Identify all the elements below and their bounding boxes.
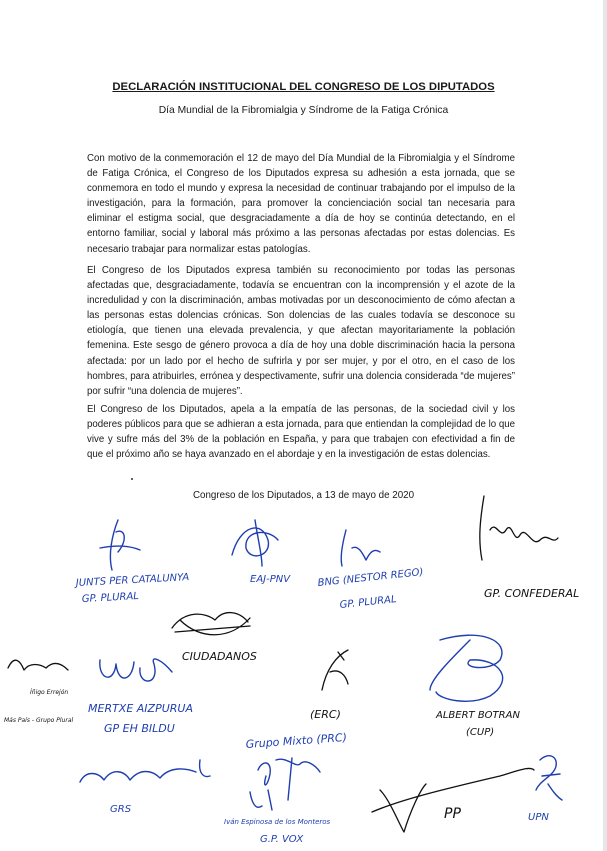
- signature-confederal-group: GP. CONFEDERAL: [484, 587, 580, 600]
- signature-eaj: [232, 520, 291, 585]
- signature-ciudadanos-scribble: [172, 613, 250, 635]
- signature-confederal-scribble: [480, 496, 558, 560]
- signature-junts-party: JUNTS PER CATALUNYA: [75, 572, 190, 589]
- signature-erc: [310, 650, 348, 721]
- signature-grs-party: GRS: [110, 804, 132, 815]
- document-subtitle: Día Mundial de la Fibromialgia y Síndrome de la Fatiga Crónica: [158, 105, 449, 116]
- paragraph-1: Con motivo de la conmemoración el 12 de mayo del Día Mundial de la Fibromialgia y el Síndrome de Fatiga Crónica, el Congreso de los Diputados expresa su adhesión a esta jornada, que se conmemora en todo el mundo y expresa la necesidad de continuar trabajando por el impulso de la investigación, para la formación, para promover la concienciación social tan necesaria para eliminar el estigma social, que desgraciadamente a día de hoy se continúa detectando, en el entorno familiar, social y laboral más próximo a las personas afectadas por estas dolencias. Es necesario trabajar para normalizar estas patologías.: [87, 153, 515, 255]
- signature-bildu-name: MERTXE AIZPURUA: [88, 702, 193, 715]
- signature-upn: [528, 756, 562, 823]
- signature-mas-pais-scribble: [8, 660, 68, 670]
- signature-cup: [430, 635, 520, 738]
- signature-mas-pais-group: Más País - Grupo Plural: [4, 717, 74, 724]
- signature-pp: [372, 768, 534, 832]
- signature-vox-group: G.P. VOX: [260, 834, 304, 845]
- signature-mixto: [245, 731, 347, 800]
- signature-cup-name: ALBERT BOTRAN: [436, 710, 520, 721]
- signature-mixto-scribble: [258, 758, 320, 800]
- signature-bng: [317, 530, 424, 611]
- signature-ciudadanos-party: CIUDADANOS: [182, 650, 257, 663]
- signature-eaj-party: EAJ-PNV: [250, 574, 291, 585]
- signature-junts-scribble: [100, 520, 140, 570]
- signature-bildu-group: GP EH BILDU: [104, 722, 175, 735]
- paragraph-2: El Congreso de los Diputados expresa también su reconocimiento por todas las personas afectadas que, desgraciadamente, todavía se encuentran con la incomprensión y el azote de la incredulidad y con la discriminación, ambas motivadas por un desconocimiento de cómo afectan a las personas estas dolencias crónicas. Son dolencias de las cuales todavía se desconoce su etiología, que tienen una elevada prevalencia, y que afectan mayoritariamente la población femenina. Este sesgo de género provoca a día de hoy una doble discriminación hacia la persona afectada: por un lado por el hecho de sufrirla y por ser mujer, y por el otro, en el caso de los hombres, para atribuirles, errónea y despectivamente, sufrir una dolencia considerada “de mujeres” por sufrir “una dolencia de mujeres”.: [87, 265, 515, 397]
- signature-pp-scribble: [372, 768, 534, 832]
- signature-bildu-scribble: [100, 659, 172, 681]
- signature-grs-scribble: [80, 760, 210, 782]
- signature-grs: [80, 760, 210, 815]
- signature-ciudadanos: [172, 613, 257, 663]
- signature-cup-scribble: [430, 635, 503, 701]
- signature-bng-group: GP. PLURAL: [339, 594, 398, 611]
- paragraph-3: El Congreso de los Diputados, apela a la empatía de las personas, de la sociedad civil y los poderes públicos para que se adhieran a esta jornada, para que entiendan la complejidad de lo que vive y sufre más del 3% de la población en España, y para que trabajen con efectividad a fin de que el próximo año se haya avanzado en el abordaje y en la investigación de estas dolencias.: [87, 404, 515, 461]
- signature-junts: [74, 520, 190, 605]
- signature-vox: [224, 790, 331, 845]
- signature-mas-pais: [4, 660, 73, 724]
- signature-erc-party: (ERC): [310, 708, 341, 721]
- signature-bng-party: BNG (NESTOR REGO): [317, 566, 424, 589]
- signature-eaj-scribble: [232, 520, 278, 566]
- dateline: Congreso de los Diputados, a 13 de mayo de 2020: [192, 490, 415, 501]
- signature-vox-name: Iván Espinosa de los Monteros: [224, 818, 331, 826]
- signature-confederal: [480, 496, 579, 600]
- signature-erc-scribble: [322, 650, 348, 690]
- signature-bng-scribble: [341, 530, 380, 566]
- document-title: DECLARACIÓN INSTITUCIONAL DEL CONGRESO DE LOS DIPUTADOS: [112, 81, 495, 93]
- signature-cup-group: (CUP): [466, 727, 495, 738]
- signature-junts-group: GP. PLURAL: [81, 591, 140, 605]
- signature-vox-scribble: [250, 790, 272, 810]
- signature-mas-pais-name: Íñigo Errejón: [30, 689, 69, 696]
- signature-bildu: [88, 659, 193, 735]
- signature-mixto-group: Grupo Mixto (PRC): [245, 730, 348, 751]
- signature-pp-party: PP: [444, 806, 461, 822]
- signature-upn-scribble: [536, 756, 562, 800]
- signature-upn-party: UPN: [528, 812, 549, 823]
